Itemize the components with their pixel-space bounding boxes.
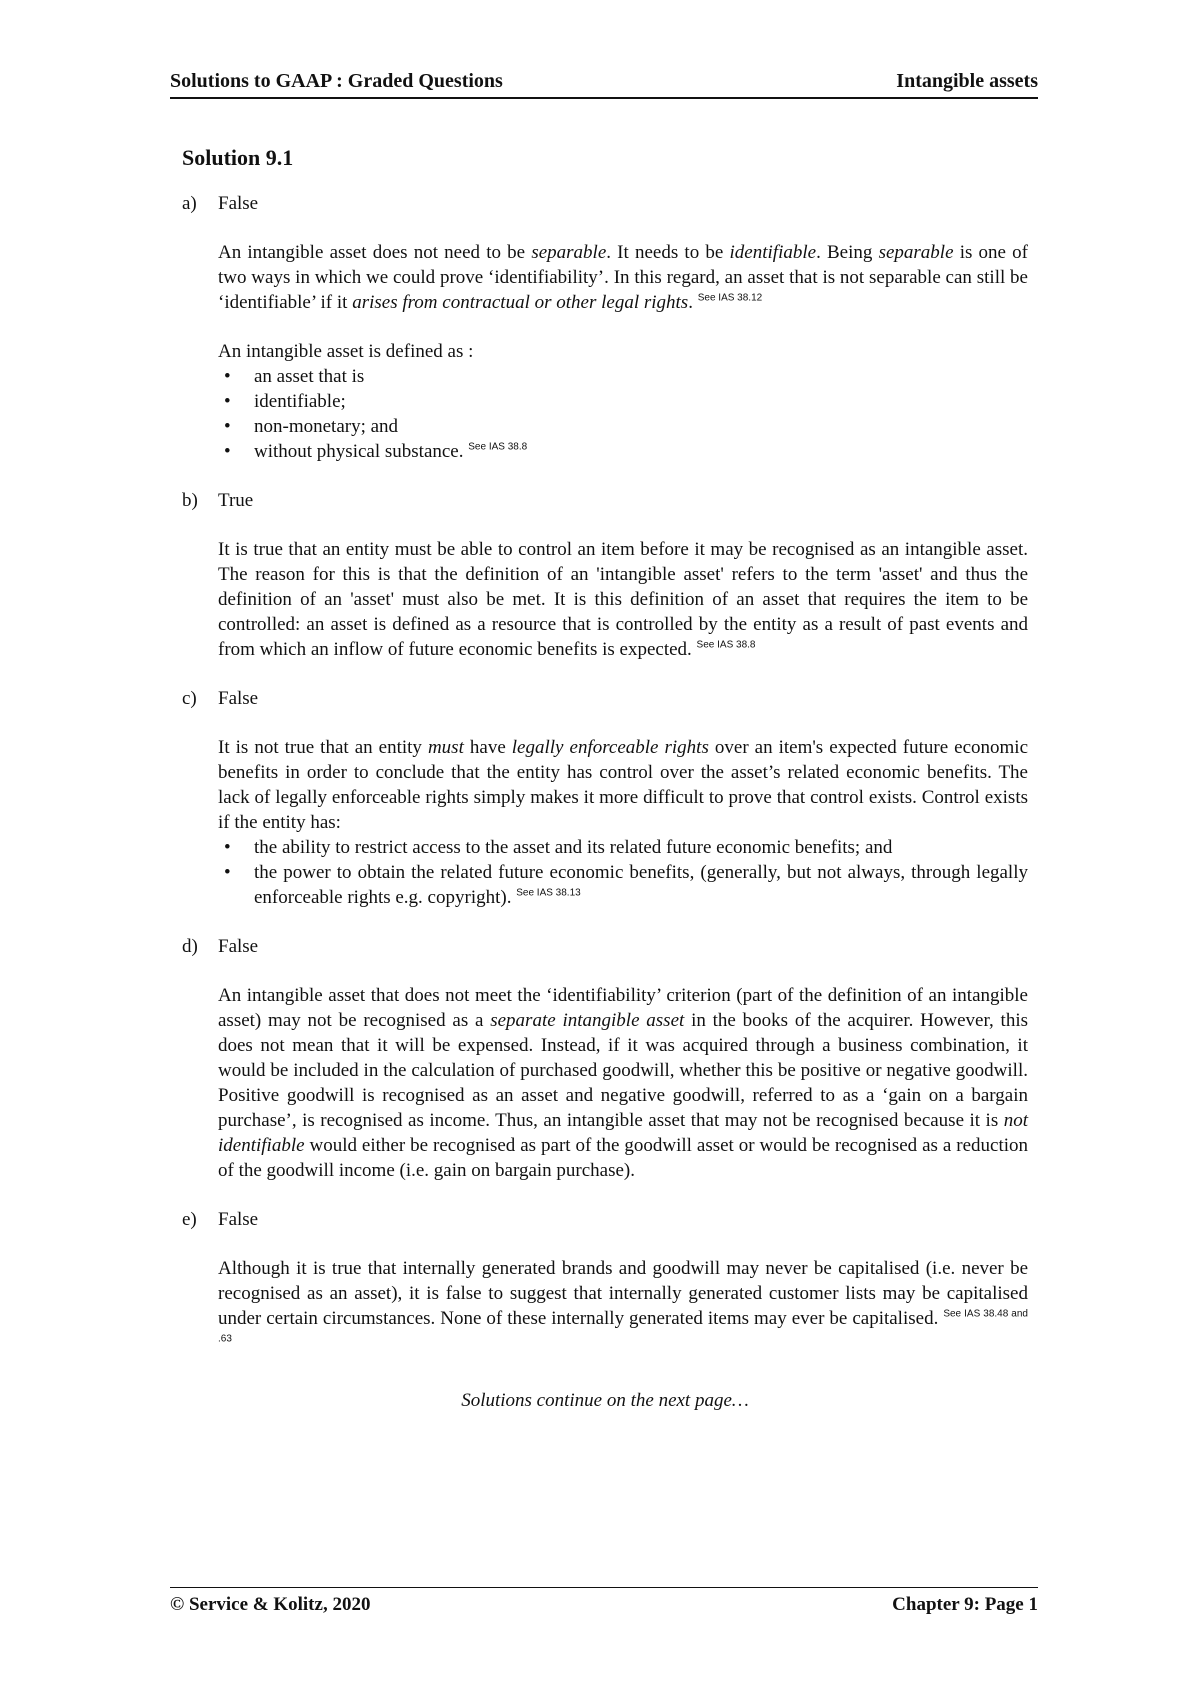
list-item: • the power to obtain the related future economic benefits, (generally, but not always, through legally enforceable rights e.g. copyright). $^{See IAS 38.13}$ (218, 860, 1028, 910)
question-answer: False (218, 936, 259, 957)
reference-note: See IAS 38.13 (516, 887, 581, 899)
page-footer (170, 1587, 1038, 1616)
answer-e-paragraph: Although it is true that internally generated brands and goodwill may never be capitalised (i.e. never be recognised as an asset), it is false to suggest that internally generated customer lists may be capitalised under certain circumstances. None of these internally generated items may ever be capitalised. $^{See IAS 38.48 and .63}$ (218, 1258, 1028, 1345)
header-right: Intangible assets (896, 70, 1038, 92)
list-item: • without physical substance. $^{See IAS 38.8}$ (218, 439, 1028, 464)
answer-c-paragraph: It is not true that an entity must have legally enforceable rights over an item's expected future economic benefits in order to conclude that the entity has control over the asset’s related economic benefits. The lack of legally enforceable rights simply makes it more difficult to prove that control exists. Control exists if the entity has: (218, 737, 1029, 833)
reference-note: See IAS 38.48 and .63 (218, 1308, 1028, 1345)
solution-title: Solution 9.1 (182, 145, 294, 170)
main-content (182, 145, 1028, 1412)
question-answer: False (218, 688, 259, 709)
reference-note: See IAS 38.8 (468, 441, 528, 453)
list-item: • an asset that is (218, 364, 1028, 389)
question-answer: True (218, 490, 254, 511)
question-letter: a) (182, 193, 197, 214)
question-a (182, 191, 1028, 216)
question-answer: False (218, 193, 259, 214)
definition-intro: An intangible asset is defined as : (218, 341, 474, 362)
answer-a-paragraph: An intangible asset does not need to be separable. It needs to be identifiable. Being separable is one of two ways in which we could prove ‘identifiability’. In this regard, an asset that is not separable can still be ‘identifiable’ if it arises from contractual or other legal rights. $^{See IAS 38.12}$ (218, 242, 1029, 313)
question-c (182, 686, 1028, 711)
question-answer: False (218, 1209, 259, 1230)
footer-right: Chapter 9: Page 1 (892, 1594, 1038, 1615)
header-left: Solutions to GAAP : Graded Questions (170, 70, 503, 92)
question-d (182, 934, 1028, 959)
list-item: • the ability to restrict access to the asset and its related future economic benefits; and (218, 835, 1028, 860)
question-b (182, 488, 1028, 513)
list-item: • identifiable; (218, 389, 1028, 414)
answer-b-paragraph: It is true that an entity must be able to control an item before it may be recognised as an intangible asset. The reason for this is that the definition of an 'intangible asset' refers to the term 'asset' and thus the definition of an 'asset' must also be met. It is this definition of an asset that requires the item to be controlled: an asset is defined as a resource that is controlled by the entity as a result of past events and from which an inflow of future economic benefits is expected. $^{See IAS 38.8}$ (218, 539, 1028, 660)
control-list (218, 835, 1028, 910)
answer-d-paragraph: An intangible asset that does not meet the ‘identifiability’ criterion (part of the definition of an intangible asset) may not be recognised as a separate intangible asset in the books of the acquirer. However, this does not mean that it will be expensed. Instead, if it was acquired through a business combination, it would be included in the calculation of purchased goodwill, whether this be positive or negative goodwill. Positive goodwill is recognised as an asset and negative goodwill, referred to as a ‘gain on a bargain purchase’, is recognised as income. Thus, an intangible asset that may not be recognised because it is not identifiable would either be recognised as part of the goodwill asset or would be recognised as a reduction of the goodwill income (i.e. gain on bargain purchase). (218, 985, 1029, 1181)
reference-note: See IAS 38.12 (697, 292, 763, 304)
footer-left: © Service & Kolitz, 2020 (170, 1594, 371, 1615)
reference-note: See IAS 38.8 (696, 639, 756, 651)
list-item: • non-monetary; and (218, 414, 1028, 439)
page-header (170, 70, 1038, 99)
question-letter: c) (182, 688, 197, 709)
definition-list (218, 364, 1028, 464)
question-letter: b) (182, 490, 198, 511)
question-letter: d) (182, 936, 198, 957)
question-letter: e) (182, 1209, 197, 1230)
continue-note: Solutions continue on the next page… (461, 1390, 749, 1411)
question-e (182, 1207, 1028, 1232)
